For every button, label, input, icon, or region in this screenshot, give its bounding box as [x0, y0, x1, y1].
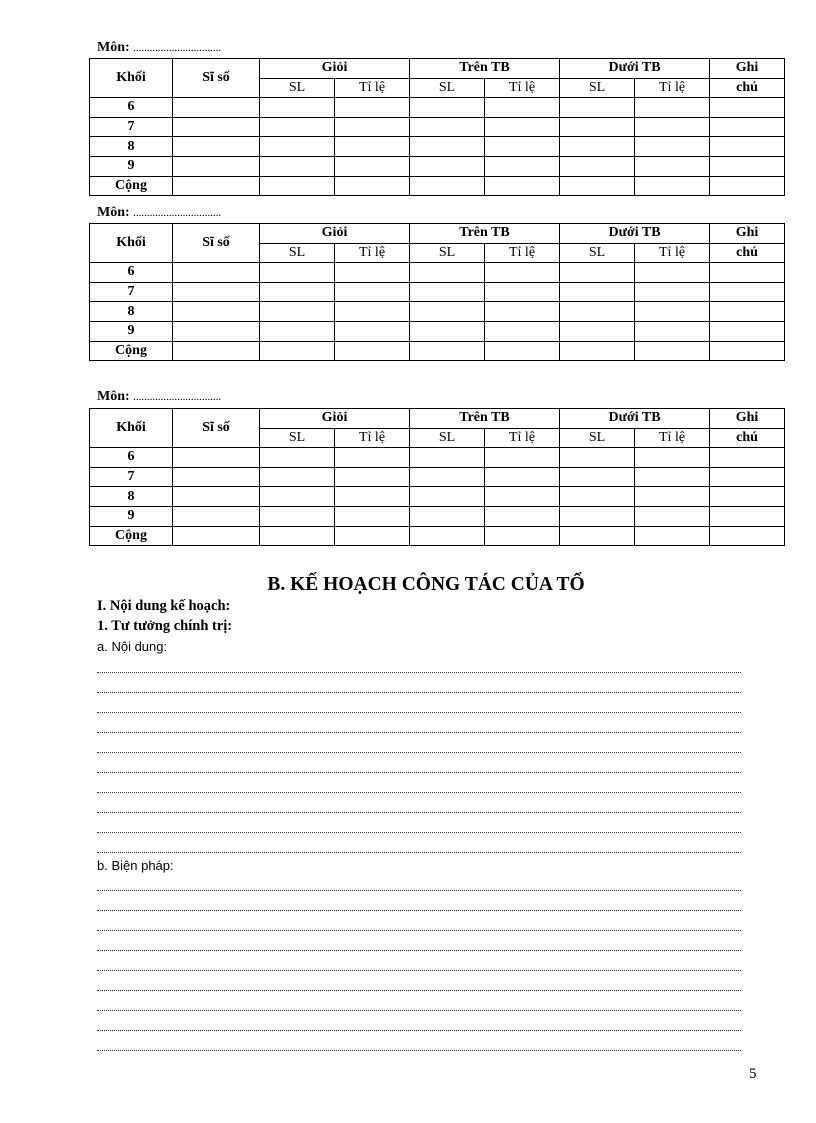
cell[interactable]: [173, 263, 260, 283]
sub-ti-le: Tỉ lệ: [335, 78, 410, 98]
col-ghi: Ghi: [710, 59, 785, 79]
cell[interactable]: [560, 506, 635, 526]
table-row: [90, 487, 785, 507]
fill-line[interactable]: [97, 712, 741, 713]
col-chu: chú: [710, 428, 785, 448]
stats-table-3: [89, 408, 785, 546]
cell[interactable]: [410, 448, 485, 468]
sub-ti-le: Tỉ lệ: [635, 243, 710, 263]
table-row: [90, 506, 785, 526]
cell[interactable]: [635, 137, 710, 157]
mon-blank[interactable]: ................................: [133, 42, 222, 54]
cell[interactable]: [410, 341, 485, 361]
cell[interactable]: [560, 263, 635, 283]
row-label: 7: [90, 117, 173, 137]
row-label: 8: [90, 137, 173, 157]
section-title: B. KẾ HOẠCH CÔNG TÁC CỦA TỔ: [267, 574, 585, 595]
table-row: [90, 341, 785, 361]
cell[interactable]: [635, 487, 710, 507]
cell[interactable]: [635, 176, 710, 196]
row-label: 9: [90, 506, 173, 526]
table-row: [90, 526, 785, 546]
cell[interactable]: [710, 526, 785, 546]
cell[interactable]: [635, 448, 710, 468]
table-row: [90, 282, 785, 302]
mon-blank[interactable]: ................................: [133, 391, 222, 403]
cell[interactable]: [260, 321, 335, 341]
cell[interactable]: [173, 467, 260, 487]
subject-label-2: [97, 205, 221, 221]
col-tren-tb: Trên TB: [410, 59, 560, 79]
col-duoi-tb: Dưới TB: [560, 59, 710, 79]
cell[interactable]: [710, 156, 785, 176]
fill-line[interactable]: [97, 692, 741, 693]
cell[interactable]: [710, 117, 785, 137]
cell[interactable]: [710, 98, 785, 118]
cell[interactable]: [335, 506, 410, 526]
cell[interactable]: [485, 487, 560, 507]
cell[interactable]: [485, 321, 560, 341]
cell[interactable]: [560, 282, 635, 302]
cell[interactable]: [173, 448, 260, 468]
cell[interactable]: [635, 156, 710, 176]
fill-line[interactable]: [97, 772, 741, 773]
cell[interactable]: [635, 263, 710, 283]
row-label: 9: [90, 321, 173, 341]
fill-line[interactable]: [97, 1030, 741, 1031]
subject-label-1: [97, 40, 221, 56]
col-tren-tb: Trên TB: [410, 224, 560, 244]
cell[interactable]: [485, 302, 560, 322]
col-duoi-tb: Dưới TB: [560, 409, 710, 429]
cell[interactable]: [485, 448, 560, 468]
col-ghi: Ghi: [710, 409, 785, 429]
cell[interactable]: [173, 156, 260, 176]
cell[interactable]: [173, 487, 260, 507]
cell[interactable]: [635, 98, 710, 118]
cell[interactable]: [710, 176, 785, 196]
sub-ti-le: Tỉ lệ: [485, 428, 560, 448]
sub-ti-le: Tỉ lệ: [635, 78, 710, 98]
cell[interactable]: [410, 321, 485, 341]
col-gioi: Giỏi: [260, 59, 410, 79]
col-tren-tb: Trên TB: [410, 409, 560, 429]
table-row: [90, 137, 785, 157]
cell[interactable]: [410, 302, 485, 322]
sub-ti-le: Tỉ lệ: [485, 78, 560, 98]
fill-line[interactable]: [97, 752, 741, 753]
cell[interactable]: [635, 302, 710, 322]
sub-sl: SL: [410, 428, 485, 448]
fill-line[interactable]: [97, 890, 741, 891]
cell[interactable]: [710, 263, 785, 283]
sub-sl: SL: [260, 78, 335, 98]
cell[interactable]: [173, 506, 260, 526]
cell[interactable]: [260, 137, 335, 157]
cell[interactable]: [173, 526, 260, 546]
col-khoi: Khối: [90, 409, 173, 448]
cell[interactable]: [635, 282, 710, 302]
sub-sl: SL: [410, 78, 485, 98]
cell[interactable]: [560, 321, 635, 341]
fill-line[interactable]: [97, 950, 741, 951]
cell[interactable]: [560, 137, 635, 157]
noi-dung-label: a. Nội dung:: [97, 639, 168, 654]
cell[interactable]: [635, 341, 710, 361]
row-label: 6: [90, 98, 173, 118]
page-number: 5: [749, 1066, 757, 1082]
cell[interactable]: [173, 341, 260, 361]
cell[interactable]: [560, 176, 635, 196]
cell[interactable]: [485, 156, 560, 176]
fill-line[interactable]: [97, 990, 741, 991]
cell[interactable]: [410, 98, 485, 118]
col-chu: chú: [710, 78, 785, 98]
cell[interactable]: [710, 282, 785, 302]
mon-text: Môn:: [97, 40, 130, 55]
cell[interactable]: [173, 98, 260, 118]
cell[interactable]: [635, 506, 710, 526]
table-row: [90, 176, 785, 196]
col-khoi: Khối: [90, 224, 173, 263]
col-gioi: Giỏi: [260, 224, 410, 244]
cell[interactable]: [410, 156, 485, 176]
cell[interactable]: [560, 467, 635, 487]
cell[interactable]: [335, 448, 410, 468]
cell[interactable]: [260, 302, 335, 322]
sub-sl: SL: [260, 243, 335, 263]
cell[interactable]: [410, 526, 485, 546]
cell[interactable]: [173, 282, 260, 302]
col-chu: chú: [710, 243, 785, 263]
cell[interactable]: [560, 341, 635, 361]
cell[interactable]: [335, 341, 410, 361]
part-i-heading: I. Nội dung kế hoạch:: [97, 598, 231, 614]
cell[interactable]: [560, 117, 635, 137]
row-label: Cộng: [90, 526, 173, 546]
row-label: 6: [90, 263, 173, 283]
table-row: [90, 448, 785, 468]
sub-ti-le: Tỉ lệ: [335, 243, 410, 263]
fill-line[interactable]: [97, 910, 741, 911]
cell[interactable]: [260, 263, 335, 283]
cell[interactable]: [335, 526, 410, 546]
cell[interactable]: [485, 263, 560, 283]
cell[interactable]: [173, 117, 260, 137]
col-si-so: Sĩ số: [173, 224, 260, 263]
cell[interactable]: [410, 137, 485, 157]
fill-line[interactable]: [97, 812, 741, 813]
subject-label-3: [97, 389, 221, 405]
cell[interactable]: [710, 467, 785, 487]
col-duoi-tb: Dưới TB: [560, 224, 710, 244]
cell[interactable]: [260, 467, 335, 487]
cell[interactable]: [260, 487, 335, 507]
cell[interactable]: [410, 467, 485, 487]
table-row: [90, 156, 785, 176]
sub-ti-le: Tỉ lệ: [485, 243, 560, 263]
row-label: 8: [90, 487, 173, 507]
cell[interactable]: [710, 137, 785, 157]
cell[interactable]: [335, 282, 410, 302]
cell[interactable]: [635, 117, 710, 137]
cell[interactable]: [485, 282, 560, 302]
cell[interactable]: [560, 156, 635, 176]
sub-sl: SL: [560, 243, 635, 263]
fill-line[interactable]: [97, 672, 741, 673]
row-label: 9: [90, 156, 173, 176]
row-label: 8: [90, 302, 173, 322]
fill-line[interactable]: [97, 852, 741, 853]
cell[interactable]: [335, 263, 410, 283]
row-label: Cộng: [90, 176, 173, 196]
fill-line[interactable]: [97, 792, 741, 793]
cell[interactable]: [560, 302, 635, 322]
cell[interactable]: [335, 98, 410, 118]
cell[interactable]: [260, 156, 335, 176]
cell[interactable]: [335, 137, 410, 157]
cell[interactable]: [410, 282, 485, 302]
cell[interactable]: [335, 117, 410, 137]
col-si-so: Sĩ số: [173, 59, 260, 98]
table-row: [90, 117, 785, 137]
cell[interactable]: [485, 341, 560, 361]
cell[interactable]: [173, 137, 260, 157]
table-row: [90, 98, 785, 118]
mon-text: Môn:: [97, 389, 130, 404]
cell[interactable]: [485, 526, 560, 546]
cell[interactable]: [173, 321, 260, 341]
cell[interactable]: [260, 526, 335, 546]
cell[interactable]: [410, 487, 485, 507]
cell[interactable]: [635, 526, 710, 546]
cell[interactable]: [335, 321, 410, 341]
cell[interactable]: [710, 341, 785, 361]
cell[interactable]: [335, 302, 410, 322]
mon-text: Môn:: [97, 205, 130, 220]
cell[interactable]: [410, 176, 485, 196]
sub-sl: SL: [410, 243, 485, 263]
cell[interactable]: [260, 98, 335, 118]
stats-table-1: [89, 58, 785, 196]
cell[interactable]: [710, 448, 785, 468]
table-row: [90, 302, 785, 322]
stats-table-2: [89, 223, 785, 361]
fill-line[interactable]: [97, 1050, 741, 1051]
bien-phap-label: b. Biện pháp:: [97, 858, 174, 873]
cell[interactable]: [260, 176, 335, 196]
cell[interactable]: [710, 506, 785, 526]
col-gioi: Giỏi: [260, 409, 410, 429]
cell[interactable]: [635, 321, 710, 341]
cell[interactable]: [260, 506, 335, 526]
cell[interactable]: [410, 263, 485, 283]
cell[interactable]: [560, 526, 635, 546]
fill-line[interactable]: [97, 832, 741, 833]
sub-sl: SL: [560, 428, 635, 448]
cell[interactable]: [335, 467, 410, 487]
col-khoi: Khối: [90, 59, 173, 98]
row-label: 6: [90, 448, 173, 468]
cell[interactable]: [485, 176, 560, 196]
sub-sl: SL: [560, 78, 635, 98]
cell[interactable]: [173, 176, 260, 196]
cell[interactable]: [710, 302, 785, 322]
cell[interactable]: [485, 506, 560, 526]
fill-line[interactable]: [97, 1010, 741, 1011]
table-row: [90, 467, 785, 487]
cell[interactable]: [173, 302, 260, 322]
cell[interactable]: [560, 448, 635, 468]
row-label: Cộng: [90, 341, 173, 361]
row-label: 7: [90, 467, 173, 487]
cell[interactable]: [260, 282, 335, 302]
cell[interactable]: [635, 467, 710, 487]
item-1-heading: 1. Tư tưởng chính trị:: [97, 618, 233, 634]
cell[interactable]: [710, 487, 785, 507]
cell[interactable]: [335, 487, 410, 507]
sub-sl: SL: [260, 428, 335, 448]
cell[interactable]: [560, 487, 635, 507]
cell[interactable]: [485, 467, 560, 487]
fill-line[interactable]: [97, 732, 741, 733]
cell[interactable]: [260, 448, 335, 468]
fill-line[interactable]: [97, 970, 741, 971]
table-row: [90, 263, 785, 283]
cell[interactable]: [260, 117, 335, 137]
col-si-so: Sĩ số: [173, 409, 260, 448]
cell[interactable]: [410, 506, 485, 526]
col-ghi: Ghi: [710, 224, 785, 244]
cell[interactable]: [710, 321, 785, 341]
cell[interactable]: [560, 98, 635, 118]
cell[interactable]: [260, 341, 335, 361]
row-label: 7: [90, 282, 173, 302]
cell[interactable]: [485, 137, 560, 157]
fill-line[interactable]: [97, 930, 741, 931]
cell[interactable]: [335, 176, 410, 196]
mon-blank[interactable]: ................................: [133, 207, 222, 219]
sub-ti-le: Tỉ lệ: [635, 428, 710, 448]
cell[interactable]: [485, 117, 560, 137]
cell[interactable]: [410, 117, 485, 137]
table-row: [90, 321, 785, 341]
cell[interactable]: [335, 156, 410, 176]
sub-ti-le: Tỉ lệ: [335, 428, 410, 448]
cell[interactable]: [485, 98, 560, 118]
